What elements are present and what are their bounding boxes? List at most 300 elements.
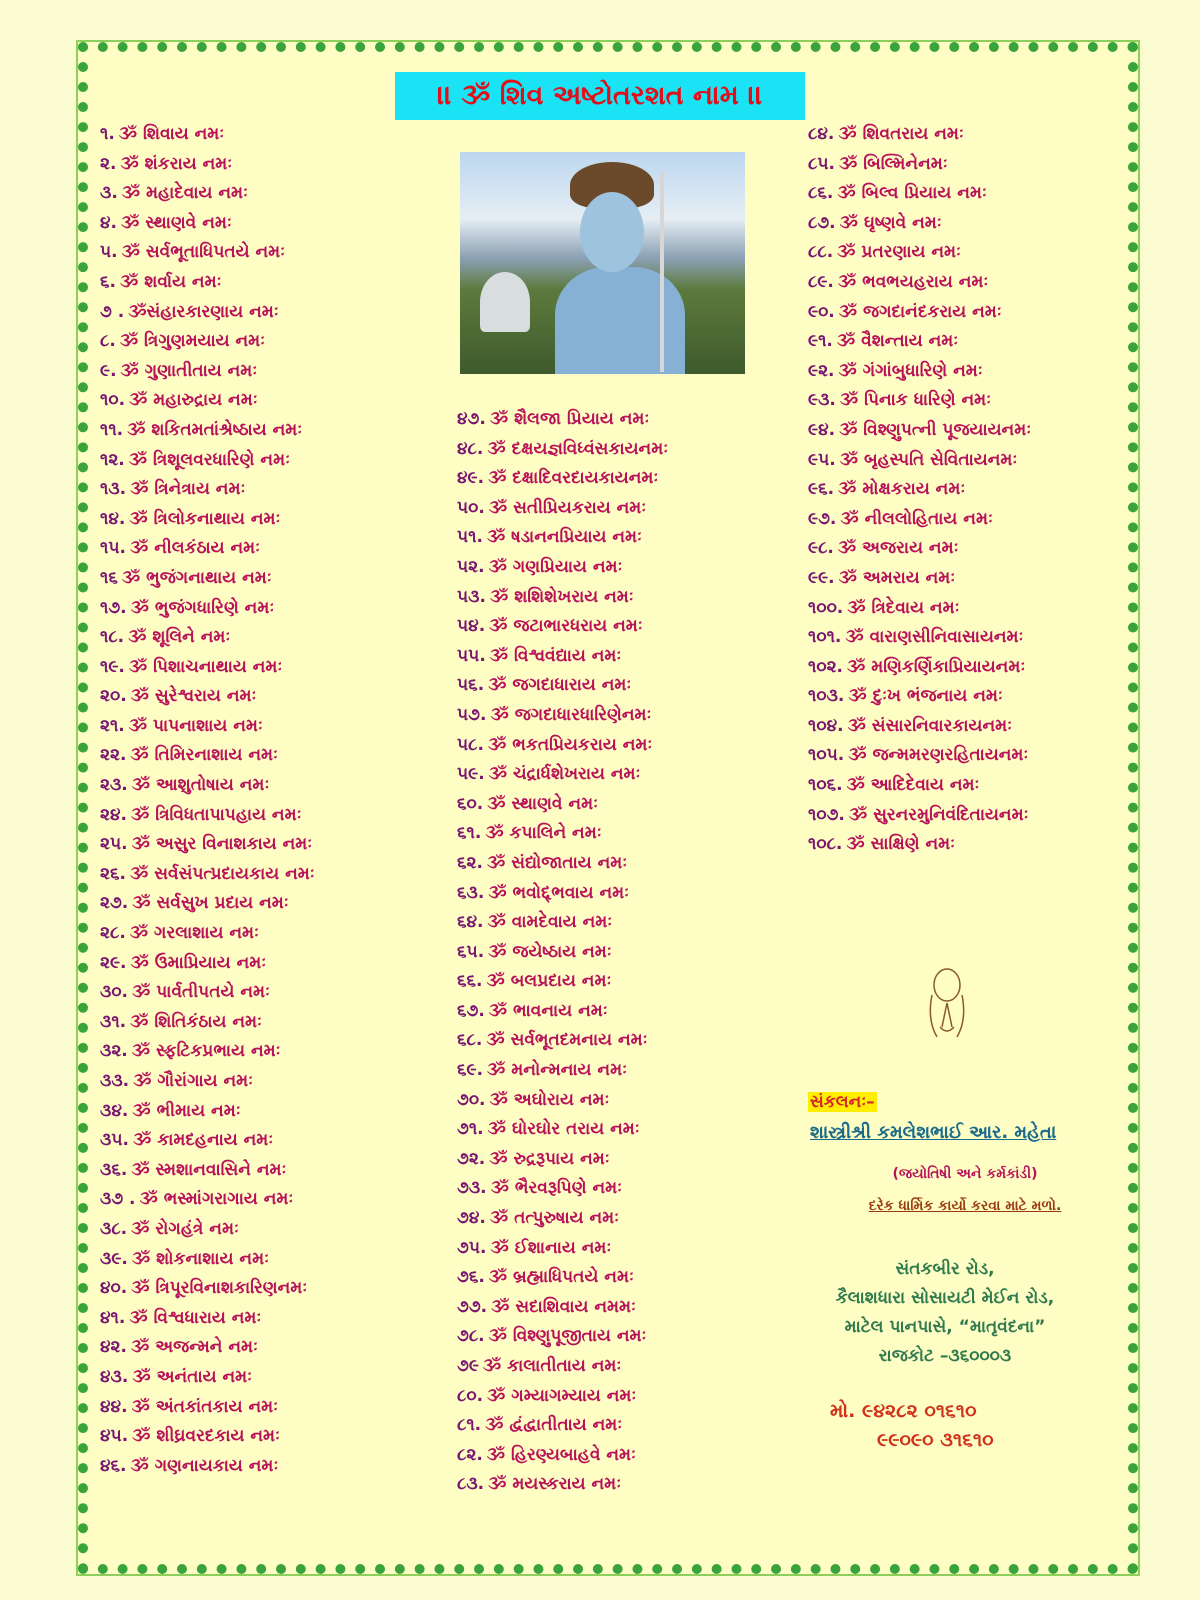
item-text: ૐ સદાશિવાય નમમઃ	[491, 1296, 636, 1317]
name-list-item	[457, 523, 668, 553]
item-text: ૐ આશુતોષાય નમઃ	[131, 775, 270, 796]
name-list-item	[808, 386, 1031, 416]
names-column-1	[100, 120, 315, 1481]
name-list-item	[100, 505, 315, 535]
item-number: ૧૦૦.	[808, 597, 844, 618]
item-text: ૐ કામદહનાય નમઃ	[132, 1130, 274, 1151]
item-number: ૯૦.	[808, 301, 835, 322]
name-list-item	[457, 1470, 668, 1500]
item-number: ૮૭.	[808, 212, 836, 233]
name-list-item	[100, 949, 315, 979]
item-text: ૐ રુદ્રરૂપાય નમઃ	[489, 1148, 610, 1169]
item-number: ૬૩.	[457, 882, 485, 903]
item-text: ૐ રોગહંત્રે નમઃ	[131, 1218, 239, 1239]
address-line: માટેલ પાનપાસે, “માતૃવંદના”	[844, 1317, 1046, 1337]
name-list-item	[100, 534, 315, 564]
name-list-item	[808, 682, 1031, 712]
name-list-item	[100, 771, 315, 801]
name-list-item	[457, 1026, 668, 1056]
name-list-item	[100, 446, 315, 476]
item-number: ૨૧.	[100, 715, 125, 736]
item-number: ૩૬.	[100, 1159, 128, 1180]
name-list-item	[457, 1234, 668, 1264]
trident-icon	[660, 172, 664, 372]
item-text: ૐ સર્વભૂતદમનાય નમઃ	[486, 1030, 648, 1051]
item-number: ૧૪.	[100, 508, 126, 529]
item-text: ૐ નીલકંઠાય નમઃ	[129, 538, 261, 559]
name-list-item	[100, 386, 315, 416]
item-text: ૐ સર્વસંપત્પ્રદાયકાય નમઃ	[129, 863, 315, 884]
item-text: ૐ ઘૃષ્ણવે નમઃ	[839, 212, 942, 233]
item-text: ૐસંહારકારણાય નમઃ	[128, 301, 279, 322]
name-list-item	[457, 731, 668, 761]
item-text: ૐ ગુણાતીતાય નમઃ	[120, 360, 258, 381]
item-number: ૧૦.	[100, 390, 126, 411]
name-list-item	[100, 179, 315, 209]
item-number: ૯૧.	[808, 331, 833, 352]
name-list-item	[457, 849, 668, 879]
name-list-item	[457, 1322, 668, 1352]
name-list-item	[457, 819, 668, 849]
phone-number: મો. ૯૪૨૮૨ ૦૧૬૧૦	[830, 1400, 977, 1422]
item-number: ૭૬.	[457, 1267, 485, 1288]
deity-face-shape	[580, 192, 644, 272]
name-list-item	[100, 564, 315, 594]
item-text: ૐ સ્થાણવે નમઃ	[487, 793, 598, 814]
name-list-item	[100, 594, 315, 624]
item-number: ૭૨.	[457, 1148, 486, 1169]
item-number: ૨૬.	[100, 863, 126, 884]
name-list-item	[457, 1145, 668, 1175]
item-number: ૯૯.	[808, 567, 835, 588]
item-number: ૨૦.	[100, 686, 127, 707]
item-number: ૫૩.	[457, 586, 486, 607]
name-list-item	[808, 475, 1031, 505]
item-text: ૐ સંસારનિવારકાયનમઃ	[847, 715, 1012, 736]
name-list-item	[100, 978, 315, 1008]
name-list-item	[100, 1393, 315, 1423]
item-text: ૐ મહાદેવાય નમઃ	[121, 183, 248, 204]
item-number: ૧૨.	[100, 449, 125, 470]
item-text: ૐ આદિદેવાય નમઃ	[846, 775, 980, 796]
item-text: ૐ સુરનરમુનિવંદિતાયનમઃ	[848, 804, 1029, 825]
address-block	[800, 1255, 1090, 1371]
item-number: ૯૭.	[808, 508, 837, 529]
item-text: ૐ ભવભયહરાય નમઃ	[837, 271, 989, 292]
name-list-item	[808, 150, 1031, 180]
item-text: ૐ શૂલિને નમઃ	[128, 627, 231, 648]
item-text: ૐ ત્રિનેત્રાય નમઃ	[130, 479, 246, 500]
item-text: ૐ ઈશાનાય નમઃ	[490, 1237, 612, 1258]
item-text: ૐ બ્રહ્માધિપતયે નમઃ	[488, 1267, 634, 1288]
item-number: ૫૦.	[457, 497, 485, 518]
item-number: ૭૩.	[457, 1178, 487, 1199]
item-text: ૐ પાપનાશાય નમઃ	[128, 715, 263, 736]
item-text: ૐ સ્ફટિકપ્રભાય નમઃ	[131, 1041, 281, 1062]
name-list-item	[457, 1352, 668, 1382]
name-list-item	[457, 1056, 668, 1086]
item-number: ૬૯.	[457, 1060, 484, 1081]
item-text: ૐ ભસ્માંગરાગાય નમઃ	[139, 1189, 294, 1210]
name-list-item	[457, 1382, 668, 1412]
compiler-role: (જયોતિષી અને કર્મકાંડી)	[892, 1166, 1038, 1182]
name-list-item	[457, 1086, 668, 1116]
item-text: ૐ અસુર વિનાશકાય નમઃ	[131, 834, 313, 855]
item-text: ૐ હિરણ્યબાહવે નમઃ	[486, 1444, 636, 1465]
item-number: ૮૩.	[457, 1474, 485, 1495]
name-list-item	[100, 1363, 315, 1393]
item-text: ૐ મનોન્મનાય નમઃ	[487, 1060, 627, 1081]
item-number: ૧.	[100, 124, 115, 144]
item-number: ૭૯	[457, 1356, 479, 1376]
name-list-item	[457, 612, 668, 642]
name-list-item	[100, 1304, 315, 1334]
item-number: ૧૮.	[100, 627, 125, 648]
name-list-item	[808, 357, 1031, 387]
name-list-item	[457, 405, 668, 435]
item-number: ૧૦૬.	[808, 775, 843, 796]
item-text: ૐ મહારુદ્રાય નમઃ	[129, 390, 258, 411]
item-text: ૐ ત્રિદેવાય નમઃ	[847, 597, 960, 618]
item-number: ૬૧.	[457, 823, 482, 844]
contact-note: દરેક ધાર્મિક કાર્યો કરવા માટે મળો.	[868, 1198, 1062, 1214]
name-list-item	[100, 1037, 315, 1067]
compiled-by-label: સંકલનઃ–	[810, 1092, 875, 1112]
name-list-item	[100, 298, 315, 328]
item-text: ૐ સાક્ષિણે નમઃ	[846, 834, 956, 855]
name-list-item	[457, 997, 668, 1027]
item-number: ૩૫.	[100, 1130, 129, 1151]
name-list-item	[808, 120, 1031, 150]
name-list-item	[100, 741, 315, 771]
item-number: ૬૫.	[457, 941, 485, 962]
shivalinga-shape	[480, 272, 530, 332]
name-list-item	[457, 938, 668, 968]
item-text: ૐ શિતિકંઠાય નમઃ	[130, 1011, 262, 1032]
item-text: ૐ તિમિરનાશાય નમઃ	[130, 745, 278, 766]
item-text: ૐ બૃહસ્પતિ સેવિતાયનમઃ	[839, 449, 1018, 470]
item-text: ૐ દ્વંદ્વાતીતાય નમઃ	[485, 1415, 623, 1436]
item-text: ૐ કપાલિને નમઃ	[485, 823, 602, 844]
item-number: ૫૪.	[457, 616, 486, 637]
item-text: ૐ ભવોદ્દ્ભવાય નમઃ	[488, 882, 630, 903]
item-text: ૐ વિશ્વધારાય નમઃ	[129, 1307, 262, 1328]
item-number: ૧૦૮.	[808, 834, 843, 855]
item-text: ૐ વિશ્ણુપત્ની પૂજયાયનમઃ	[839, 419, 1032, 440]
item-number: ૩.	[100, 183, 118, 204]
item-number: ૯.	[100, 360, 117, 381]
item-number: ૭૧.	[457, 1119, 484, 1140]
item-number: ૩૭ .	[100, 1189, 136, 1210]
item-text: ૐ અનંતાય નમઃ	[132, 1366, 252, 1387]
item-number: ૨૨.	[100, 745, 127, 766]
name-list-item	[100, 653, 315, 683]
item-number: ૯૩.	[808, 390, 836, 411]
item-text: ૐ મોક્ષકરાય નમઃ	[838, 479, 966, 500]
item-text: ૐ ત્રિશૂલવરધારિણે નમઃ	[128, 449, 290, 470]
name-list-item	[100, 1422, 315, 1452]
item-text: ૐ સર્વસુખ પ્રદાય નમઃ	[132, 893, 289, 914]
item-number: ૬૦.	[457, 793, 484, 814]
item-number: ૫૧.	[457, 527, 483, 548]
item-number: ૩૨.	[100, 1041, 128, 1062]
item-text: ૐ અંતકાંતકાય નમઃ	[131, 1396, 278, 1417]
item-text: ૐ પ્રતરણાય નમઃ	[837, 242, 961, 263]
compiler-name: શાસ્ત્રીશ્રી કમલેશભાઈ આર. મહેતા	[810, 1122, 1057, 1143]
name-list-item	[808, 327, 1031, 357]
item-text: ૐ શંકરાય નમઃ	[120, 153, 233, 174]
item-number: ૧૦૨.	[808, 656, 844, 677]
name-list-item	[808, 741, 1031, 771]
item-text: ૐ શર્વાય નમઃ	[119, 271, 222, 292]
item-text: ૐ શશિશેખરાય નમઃ	[489, 586, 634, 607]
item-text: ૐ કાલાતીતાય નમઃ	[482, 1356, 622, 1376]
item-number: ૨૮.	[100, 923, 126, 944]
name-list-item	[100, 327, 315, 357]
name-list-item	[457, 671, 668, 701]
item-text: ૐ જગદાધારાય નમઃ	[488, 675, 632, 696]
item-text: ૐ દક્ષાદિવરદાયકાયનમઃ	[488, 468, 659, 489]
item-number: ૫૬.	[457, 675, 485, 696]
item-text: ૐ વામદેવાય નમઃ	[487, 912, 613, 933]
name-list-item	[457, 908, 668, 938]
names-column-2	[457, 405, 668, 1500]
name-list-item	[100, 475, 315, 505]
item-number: ૮૦.	[457, 1385, 484, 1406]
item-number: ૮.	[100, 331, 116, 352]
item-text: ૐ સ્મશાનવાસિને નમઃ	[131, 1159, 287, 1180]
item-number: ૧૧.	[100, 419, 124, 440]
item-number: ૯૨.	[808, 360, 835, 381]
item-number: ૬૮.	[457, 1030, 483, 1051]
item-text: ૐ તત્પુરુષાય નમઃ	[489, 1208, 619, 1229]
name-list-item	[100, 120, 315, 150]
item-text: ૐ શકિતમતાંશ્રેષ્ઠાય નમઃ	[127, 419, 303, 440]
name-list-item	[100, 416, 315, 446]
item-number: ૮૨.	[457, 1444, 483, 1465]
item-text: ૐ ત્રિવિધતાપાપહાય નમઃ	[130, 804, 302, 825]
name-list-item	[100, 830, 315, 860]
item-number: ૩૧.	[100, 1011, 127, 1032]
item-text: ૐ ત્રિગુણમયાય નમઃ	[119, 331, 266, 352]
item-text: ૐ જયેષ્ઠાય નમઃ	[488, 941, 612, 962]
item-number: ૪૯.	[457, 468, 485, 489]
item-number: ૧૩.	[100, 479, 127, 500]
item-text: ૐ ભીમાય નમઃ	[132, 1100, 241, 1121]
item-text: ૐ ત્રિલોકનાથાય નમઃ	[129, 508, 281, 529]
name-list-item	[457, 760, 668, 790]
deity-body-shape	[555, 267, 685, 374]
name-list-item	[100, 919, 315, 949]
item-number: ૭૪.	[457, 1208, 486, 1229]
address-line: રાજકોટ –૩૬૦૦૦૩	[878, 1346, 1012, 1366]
item-number: ૯૬.	[808, 479, 835, 500]
name-list-item	[808, 505, 1031, 535]
name-list-item	[808, 238, 1031, 268]
item-text: ૐ ઉમાપ્રિયાય નમઃ	[130, 952, 267, 973]
item-number: ૨૪.	[100, 804, 127, 825]
item-number: ૪૮.	[457, 438, 484, 459]
item-number: ૮૬.	[808, 183, 834, 204]
item-text: ૐ ભુજંગનાથાય નમઃ	[121, 567, 272, 588]
phone-number: ૯૯૦૯૦ ૩૧૬૧૦	[877, 1429, 994, 1451]
name-list-item	[457, 435, 668, 465]
item-number: ૧૦૩.	[808, 686, 845, 707]
name-list-item	[100, 1185, 315, 1215]
shiva-picture	[460, 152, 745, 374]
item-text: ૐ વારાણસીનિવાસાયનમઃ	[845, 627, 1024, 648]
item-number: ૩૪.	[100, 1100, 129, 1121]
address-line: કૈલાશધારા સોસાયટી મેઈન રોડ,	[835, 1288, 1055, 1308]
item-number: ૫૨.	[457, 556, 485, 577]
name-list-item	[808, 268, 1031, 298]
item-number: ૫૮.	[457, 734, 484, 755]
name-list-item	[457, 1411, 668, 1441]
name-list-item	[808, 712, 1031, 742]
item-text: ૐ વિશ્ણુપૂજીતાય નમઃ	[488, 1326, 647, 1347]
name-list-item	[808, 801, 1031, 831]
page-title: ।। ૐ શિવ અષ્ટોતરશત નામ ।।	[395, 72, 805, 120]
name-list-item	[100, 209, 315, 239]
item-number: ૪૬.	[100, 1455, 127, 1476]
name-list-item	[808, 298, 1031, 328]
item-text: ૐ વિશ્વવંદ્યાય નમઃ	[489, 645, 622, 666]
item-number: ૨૩.	[100, 775, 128, 796]
item-text: ૐ પાર્વતીપતયે નમઃ	[132, 982, 270, 1003]
name-list-item	[457, 494, 668, 524]
item-text: ૐ ત્રિપૂરવિનાશકારિણનમઃ	[131, 1278, 308, 1299]
name-list-item	[457, 1204, 668, 1234]
name-list-item	[100, 801, 315, 831]
item-number: ૬.	[100, 271, 116, 292]
item-number: ૮૧.	[457, 1415, 482, 1436]
name-list-item	[457, 464, 668, 494]
item-number: ૬૭.	[457, 1000, 485, 1021]
item-text: ૐ શૈલજા પ્રિયાય નમઃ	[489, 409, 650, 429]
item-number: ૬૪.	[457, 912, 484, 933]
item-number: ૧૫.	[100, 538, 126, 559]
item-number: ૧૭.	[100, 597, 127, 618]
item-number: ૫૭.	[457, 704, 487, 725]
name-list-item	[100, 1067, 315, 1097]
item-number: ૧૦૧.	[808, 627, 842, 648]
item-number: ૩૦.	[100, 982, 129, 1003]
item-text: ૐ શીઘ્રવરદકાય નમઃ	[132, 1426, 280, 1447]
item-number: ૧૦૫.	[808, 745, 845, 766]
name-list-item	[808, 830, 1031, 860]
item-text: ૐ ગૌરાંગાય નમઃ	[133, 1071, 254, 1091]
item-text: ૐ અઘોરાય નમઃ	[489, 1089, 610, 1110]
item-number: ૮૪.	[808, 124, 835, 144]
name-list-item	[808, 534, 1031, 564]
name-list-item	[457, 701, 668, 731]
item-text: ૐ જટાભારધરાય નમઃ	[489, 616, 643, 637]
name-list-item	[808, 623, 1031, 653]
name-list-item	[100, 1245, 315, 1275]
name-list-item	[457, 1441, 668, 1471]
name-list-item	[457, 553, 668, 583]
name-list-item	[808, 594, 1031, 624]
name-list-item	[100, 357, 315, 387]
item-number: ૪૫.	[100, 1426, 129, 1447]
item-text: ૐ ગંગાંબુધારિણે નમઃ	[838, 360, 983, 381]
item-text: ૐ પિનાક ધારિણે નમઃ	[839, 390, 992, 411]
item-number: ૪૩.	[100, 1366, 129, 1387]
item-number: ૭૭.	[457, 1296, 488, 1317]
item-number: ૨૫.	[100, 834, 128, 855]
item-number: ૩૯.	[100, 1248, 128, 1269]
item-number: ૯૮.	[808, 538, 834, 559]
item-number: ૪૪.	[100, 1396, 128, 1417]
item-text: ૐ સર્વભૂતાધિપતયે નમઃ	[121, 242, 286, 263]
name-list-item	[100, 1126, 315, 1156]
item-text: ૐ જગદાનંદકરાય નમઃ	[838, 301, 1002, 322]
item-text: ૐ દુઃખ ભંજનાય નમઃ	[848, 686, 1003, 707]
item-number: ૪૦.	[100, 1278, 128, 1299]
item-text: ૐ શિવતરાય નમઃ	[838, 124, 964, 144]
item-text: ૐ ભુજંગધારિણે નમઃ	[130, 597, 275, 618]
name-list-item	[457, 1115, 668, 1145]
item-number: ૧૦૭.	[808, 804, 845, 825]
item-number: ૧૬	[100, 567, 118, 588]
item-text: ૐ ભકતપ્રિયકરાય નમઃ	[487, 734, 653, 755]
item-text: ૐ દક્ષયજ્ઞવિધ્વંસકાયનમઃ	[487, 438, 669, 459]
item-text: ૐ ભાવનાય નમઃ	[488, 1000, 608, 1021]
item-number: ૩૮.	[100, 1218, 128, 1239]
name-list-item	[457, 1293, 668, 1323]
item-number: ૮૫.	[808, 153, 835, 174]
item-text: ૐ બલપ્રદાય નમઃ	[486, 971, 612, 992]
item-text: ૐ ચંદ્રાર્ધશેખરાય નમઃ	[488, 764, 641, 785]
item-text: ૐ ગરલાશાય નમઃ	[129, 923, 259, 944]
item-number: ૭૫.	[457, 1237, 487, 1258]
item-text: ૐ સુરેશ્વરાય નમઃ	[130, 686, 257, 707]
address-line: સંતકબીર રોડ,	[895, 1259, 995, 1279]
item-number: ૨૯.	[100, 952, 127, 973]
name-list-item	[457, 642, 668, 672]
item-text: ૐ અજન્મને નમઃ	[130, 1337, 258, 1358]
name-list-item	[100, 1274, 315, 1304]
item-text: ૐ ગણનાયકાય નમઃ	[130, 1455, 279, 1476]
item-number: ૪૨.	[100, 1337, 127, 1358]
name-list-item	[457, 1174, 668, 1204]
item-number: ૬૨.	[457, 852, 483, 873]
item-text: ૐ જન્મમરણરહિતાયનમઃ	[848, 745, 1029, 766]
name-list-item	[100, 860, 315, 890]
item-text: ૐ બિલ્મિનેનમઃ	[838, 153, 948, 174]
item-number: ૫૯.	[457, 764, 485, 785]
item-text: ૐ ગણપ્રિયાય નમઃ	[488, 556, 623, 577]
item-number: ૫૫.	[457, 645, 486, 666]
item-text: ૐ સંદ્યોજાતાય નમઃ	[486, 852, 628, 873]
item-text: ૐ શિવાય નમઃ	[118, 124, 225, 144]
name-list-item	[100, 1215, 315, 1245]
item-number: ૨.	[100, 153, 117, 174]
item-number: ૮૮.	[808, 242, 834, 263]
item-text: ૐ અજરાય નમઃ	[837, 538, 959, 559]
name-list-item	[100, 682, 315, 712]
name-list-item	[100, 623, 315, 653]
item-text: ૐ મણિકર્ણિકાપ્રિયાયનમઃ	[847, 656, 1026, 677]
item-text: ૐ સતીપ્રિયકરાય નમઃ	[488, 497, 647, 518]
name-list-item	[100, 150, 315, 180]
item-text: ૐ પિશાચનાથાય નમઃ	[128, 656, 283, 677]
name-list-item	[100, 1333, 315, 1363]
item-number: ૧૦૪.	[808, 715, 844, 736]
name-list-item	[457, 967, 668, 997]
item-number: ૭૦.	[457, 1089, 486, 1110]
item-text: ૐ ષડાનનપ્રિયાય નમઃ	[486, 527, 642, 548]
